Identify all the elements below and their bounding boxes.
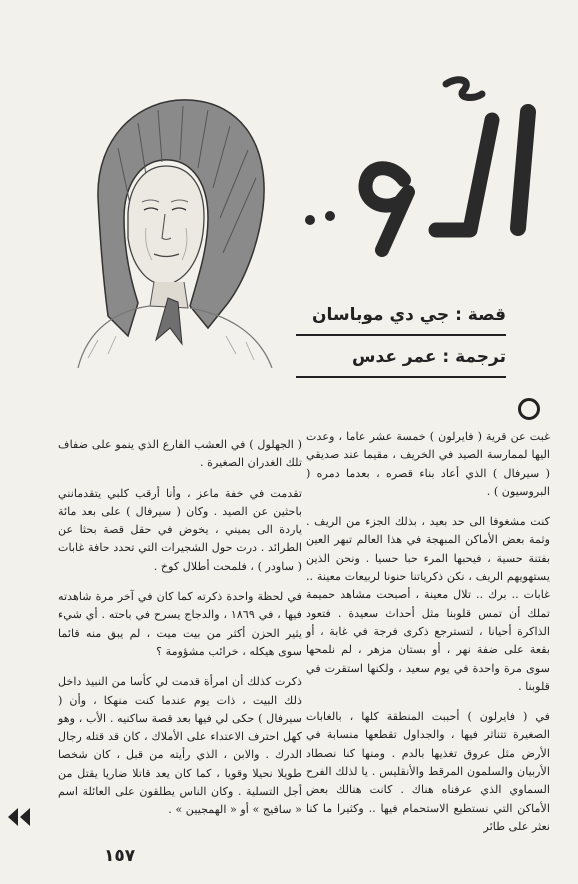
- paragraph: في ( فايرلون ) أحببت المنطقة كلها ، بالغابات الصغيرة تتناثر فيها ، والجداول تقطعها منسابة في الأرض مثل عروق تغذيها بالدم . ومنها كنا نصطاد الأربيان والسلمون المرقط والأنقليس . يا لذلك الفرح السماوي الذي عرفناه هناك . كانت هنالك بعض الأماكن التي نستطيع الاستحمام فيها .. وكثيرا ما كنا نعثر على طائر: [306, 710, 550, 833]
- byline: [296, 300, 506, 384]
- paragraph: غبت عن قرية ( فايرلون ) خمسة عشر عاما ، وعدت اليها لممارسة الصيد في الخريف ، مقيما عند صديقي ( سيرفال ) الذي أعاد بناء قصره ، بعدما دمره ( البروسيون ) .: [306, 430, 550, 498]
- paragraph: في لحظة واحدة ذكرته كما كان في آخر مرة شاهدته فيها ، في ١٨٦٩ ، والدجاج يسرح في باحته . أي شيء يثير الحزن أكثر من بيت ميت ، لم يبق منه قائما سوى هيكله ، خرائب مشؤومة ؟: [58, 590, 302, 658]
- portrait-illustration: [58, 78, 288, 368]
- paragraph: كنت مشغوفا الى حد بعيد ، بذلك الجزء من الريف . وثمة بعض الأماكن المبهجة في هذا العالم تبهر العين بفتنة حسية ، فيحبها المرء حبا حسيا . ونحن الذين يستهويهم الريف ، نكن ذكرياتنا حنونا لربيعات معينة .. غابات .. برك .. تلال معينة ، أصبحت مشاهد حميمة تملك أن تمس قلوبنا مثل أحداث سعيدة . فتعود الذاكرة أحيانا ، لتسترجع ذكرى فرجة في غابة ، أو بقعة على ضفة نهر ، أو بستان مزهر ، لم نلمحها سوى مرة واحدة في يوم سعيد ، ولكنها استقرت في قلوبنا .: [306, 515, 550, 693]
- translator: ترجمة : عمر عدس: [352, 347, 506, 367]
- right-column: [306, 428, 550, 848]
- continue-arrows-icon: [6, 806, 32, 828]
- byline-divider: [296, 334, 506, 336]
- paragraph: ( الجهلول ) في العشب الفارع الذي ينمو على ضفاف تلك الغدران الصغيرة .: [58, 438, 302, 470]
- paragraph: تقدمت في خفة ماعز ، وأنا أرقب كلبي يتقدمانني باحثين عن الصيد . وكان ( سيرفال ) على بعد مائة ياردة الى يميني ، يخوض في حقل قصة بحثا عن الطرائد . درت حول الشجيرات التي تحدد حافة غابات ( ساودر ) ، فلمحت أطلال كوخ .: [58, 486, 302, 573]
- ring-ornament-icon: [518, 398, 540, 420]
- story-author: قصة : جي دي موباسان: [312, 305, 506, 325]
- page-number: ١٥٧: [104, 846, 136, 866]
- left-column: [58, 436, 302, 832]
- title-calligraphy: [296, 60, 556, 260]
- byline-divider: [296, 376, 506, 378]
- paragraph: ذكرت كذلك أن امرأة قدمت لي كأسا من النبيذ داخل ذلك البيت ، ذات يوم عندما كنت منهكا ، وأن ( سيرفال ) حكى لي فيها بعد قصة ساكنيه . الأب ، وهو كهل احترف الاعتداء على الأملاك ، كان قد قتله رجال الدرك . والابن ، الذي رأيته من قبل ، كان شخصا طويلا نحيلا وقويا ، كما كان يعد قاتلا ضاريا يقتل من أجل التسلية . وكان الناس يطلقون على العائلة اسم « سافيج » أو « الهمجيين » .: [58, 675, 302, 817]
